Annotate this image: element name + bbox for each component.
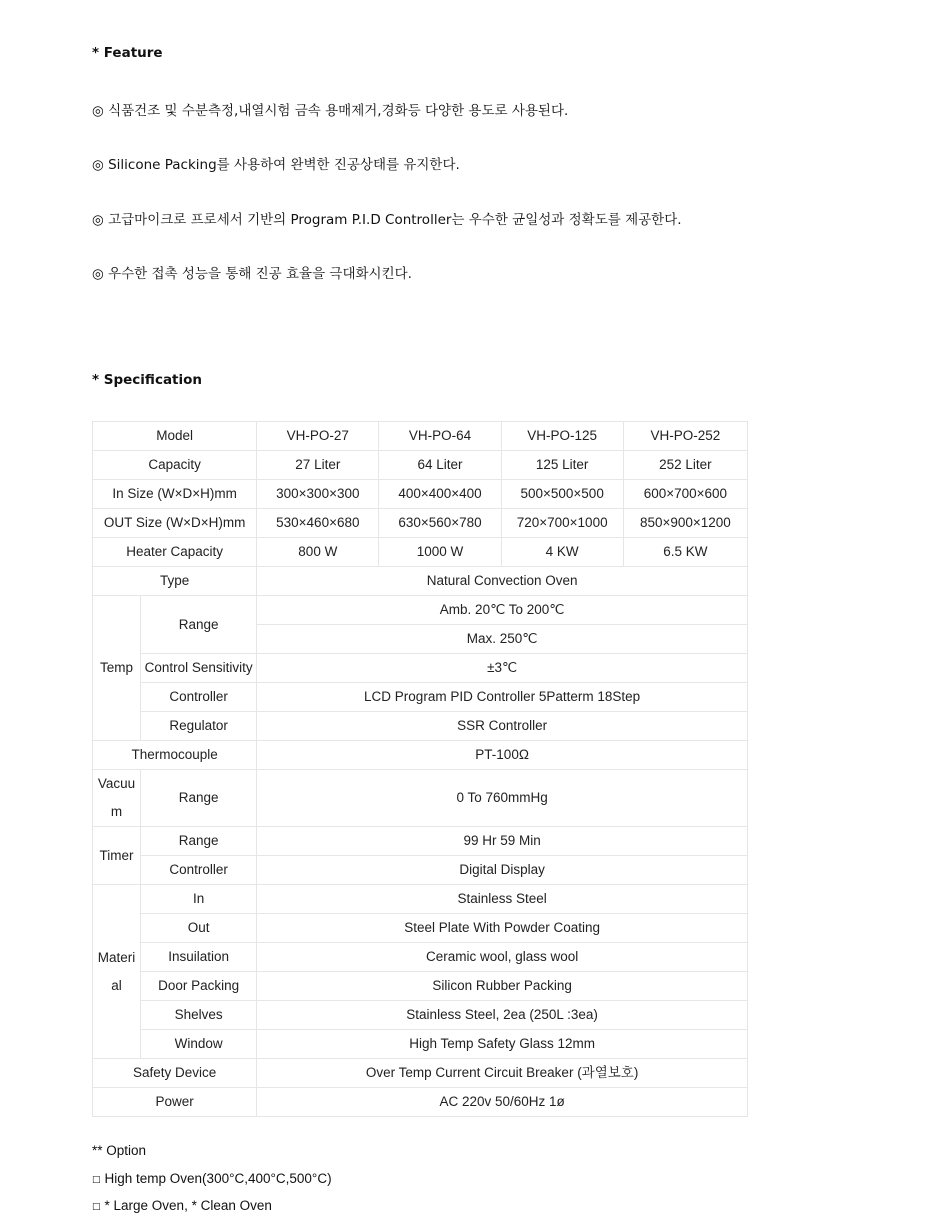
option-item-1 <box>92 1171 332 1186</box>
temp-controller-value: LCD Program PID Controller 5Patterm 18Step <box>257 683 748 712</box>
model-label: Model <box>93 422 257 451</box>
table-row-in-size <box>93 480 748 509</box>
option-heading: ** Option <box>92 1143 147 1158</box>
thermocouple-label: Thermocouple <box>93 741 257 770</box>
material-label: Shelves <box>141 1001 257 1030</box>
in-size-value: 500×500×500 <box>501 480 623 509</box>
sensitivity-label: Control Sensitivity <box>141 654 257 683</box>
in-size-value: 600×700×600 <box>623 480 747 509</box>
out-size-label: OUT Size (W×D×H)mm <box>93 509 257 538</box>
material-label: Insuilation <box>141 943 257 972</box>
type-value: Natural Convection Oven <box>257 567 748 596</box>
material-group-label: Material <box>93 885 141 1059</box>
heater-value: 6.5 KW <box>623 538 747 567</box>
table-row-material-window <box>93 1030 748 1059</box>
material-value: Ceramic wool, glass wool <box>257 943 748 972</box>
in-size-value: 300×300×300 <box>257 480 379 509</box>
temp-controller-label: Controller <box>141 683 257 712</box>
vacuum-range-value: 0 To 760mmHg <box>257 770 748 827</box>
capacity-value: 27 Liter <box>257 451 379 480</box>
table-row-material-door <box>93 972 748 1001</box>
material-value: Silicon Rubber Packing <box>257 972 748 1001</box>
in-size-value: 400×400×400 <box>379 480 501 509</box>
square-bullet-icon: □ <box>92 1175 101 1185</box>
table-row-capacity <box>93 451 748 480</box>
table-row-regulator <box>93 712 748 741</box>
safety-label: Safety Device <box>93 1059 257 1088</box>
option-item-text: High temp Oven(300°C,400°C,500°C) <box>104 1171 332 1186</box>
feature-item-1: ◎ 식품건조 및 수분측정,내열시험 금속 용매제거,경화등 다양한 용도로 사용된다. <box>92 103 569 119</box>
out-size-value: 530×460×680 <box>257 509 379 538</box>
material-value: Stainless Steel <box>257 885 748 914</box>
table-row-safety <box>93 1059 748 1088</box>
option-item-text: * Large Oven, * Clean Oven <box>104 1198 272 1213</box>
heater-label: Heater Capacity <box>93 538 257 567</box>
out-size-value: 720×700×1000 <box>501 509 623 538</box>
material-value: High Temp Safety Glass 12mm <box>257 1030 748 1059</box>
timer-range-label: Range <box>141 827 257 856</box>
temp-range-label: Range <box>141 596 257 654</box>
model-name: VH-PO-252 <box>623 422 747 451</box>
table-row-thermocouple <box>93 741 748 770</box>
material-value: Stainless Steel, 2ea (250L :3ea) <box>257 1001 748 1030</box>
thermocouple-value: PT-100Ω <box>257 741 748 770</box>
feature-item-4: ◎ 우수한 접촉 성능을 통해 진공 효율을 극대화시킨다. <box>92 266 412 282</box>
power-label: Power <box>93 1088 257 1117</box>
table-row-model <box>93 422 748 451</box>
out-size-value: 850×900×1200 <box>623 509 747 538</box>
temp-range-value: Amb. 20℃ To 200℃ <box>257 596 748 625</box>
feature-item-2: ◎ Silicone Packing를 사용하여 완벽한 진공상태를 유지한다. <box>92 157 460 173</box>
table-row-out-size <box>93 509 748 538</box>
out-size-value: 630×560×780 <box>379 509 501 538</box>
material-label: In <box>141 885 257 914</box>
specification-table <box>92 421 748 1117</box>
table-row-timer-range <box>93 827 748 856</box>
table-row-power <box>93 1088 748 1117</box>
material-label: Window <box>141 1030 257 1059</box>
table-row-type <box>93 567 748 596</box>
vacuum-group-label: Vacuum <box>93 770 141 827</box>
feature-heading: * Feature <box>92 45 163 61</box>
material-label: Out <box>141 914 257 943</box>
timer-group-label: Timer <box>93 827 141 885</box>
capacity-value: 125 Liter <box>501 451 623 480</box>
capacity-value: 64 Liter <box>379 451 501 480</box>
timer-range-value: 99 Hr 59 Min <box>257 827 748 856</box>
sensitivity-value: ±3℃ <box>257 654 748 683</box>
table-row-vacuum <box>93 770 748 827</box>
model-name: VH-PO-27 <box>257 422 379 451</box>
heater-value: 4 KW <box>501 538 623 567</box>
safety-value: Over Temp Current Circuit Breaker (과열보호) <box>257 1059 748 1088</box>
material-label: Door Packing <box>141 972 257 1001</box>
table-row-heater <box>93 538 748 567</box>
option-item-2 <box>92 1198 272 1213</box>
heater-value: 800 W <box>257 538 379 567</box>
power-value: AC 220v 50/60Hz 1ø <box>257 1088 748 1117</box>
capacity-value: 252 Liter <box>623 451 747 480</box>
table-row-material-insulation <box>93 943 748 972</box>
table-row-timer-controller <box>93 856 748 885</box>
in-size-label: In Size (W×D×H)mm <box>93 480 257 509</box>
timer-controller-value: Digital Display <box>257 856 748 885</box>
table-row-temp-controller <box>93 683 748 712</box>
table-row-material-out <box>93 914 748 943</box>
specification-heading: * Specification <box>92 372 203 388</box>
table-row-temp-range <box>93 596 748 625</box>
temp-group-label: Temp <box>93 596 141 741</box>
feature-item-3: ◎ 고급마이크로 프로세서 기반의 Program P.I.D Controller는 우수한 균일성과 정확도를 제공한다. <box>92 212 682 228</box>
table-row-sensitivity <box>93 654 748 683</box>
timer-controller-label: Controller <box>141 856 257 885</box>
model-name: VH-PO-125 <box>501 422 623 451</box>
model-name: VH-PO-64 <box>379 422 501 451</box>
heater-value: 1000 W <box>379 538 501 567</box>
temp-max-value: Max. 250℃ <box>257 625 748 654</box>
regulator-value: SSR Controller <box>257 712 748 741</box>
capacity-label: Capacity <box>93 451 257 480</box>
vacuum-range-label: Range <box>141 770 257 827</box>
regulator-label: Regulator <box>141 712 257 741</box>
square-bullet-icon: □ <box>92 1202 101 1212</box>
material-value: Steel Plate With Powder Coating <box>257 914 748 943</box>
type-label: Type <box>93 567 257 596</box>
table-row-material-shelves <box>93 1001 748 1030</box>
table-row-material-in <box>93 885 748 914</box>
